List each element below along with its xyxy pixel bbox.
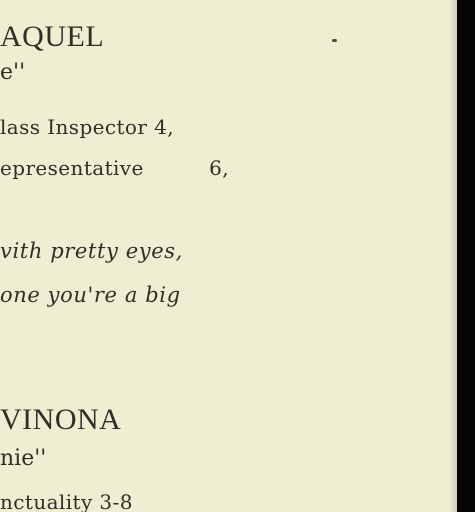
activity-line: nctuality 3-8 xyxy=(0,490,133,512)
scan-border xyxy=(457,0,475,512)
activity-line xyxy=(0,158,229,178)
student-nickname: e'' xyxy=(0,60,26,85)
student-quote: one you're a big xyxy=(0,283,181,307)
page-edge-shadow xyxy=(448,0,457,512)
activity-line: lass Inspector 4, xyxy=(0,115,174,139)
student-name: VINONA xyxy=(0,403,122,436)
student-nickname: nie'' xyxy=(0,446,47,471)
student-name: AQUEL xyxy=(0,20,105,53)
activity-text: epresentative xyxy=(0,156,144,180)
ink-speck xyxy=(332,39,337,42)
student-quote: vith pretty eyes, xyxy=(0,239,183,263)
activity-number: 6, xyxy=(209,156,229,180)
